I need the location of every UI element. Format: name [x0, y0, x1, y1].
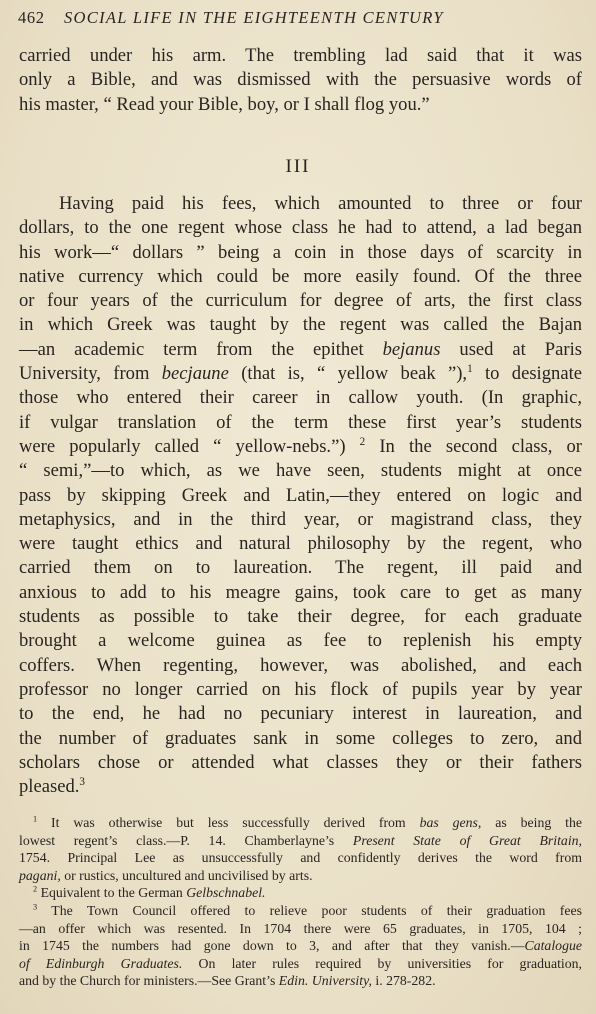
footnote-line: and by the Church for ministers.—See Grant’s Edin. University, i. 278-282. — [19, 973, 436, 989]
text-line: his work—“ dollars ” being a coin in those days of scarcity in — [19, 241, 582, 263]
section-heading: III — [285, 156, 311, 177]
text-line: pass by skipping Greek and Latin,—they entered on logic and — [19, 484, 582, 506]
text-line: if vulgar translation of the term these first year’s students — [19, 411, 582, 433]
text-line: carried under his arm. The trembling lad said that it was — [19, 45, 582, 66]
text-line: were taught ethics and natural philosophy by the regent, who — [19, 533, 582, 555]
text-line: carried them on to laureation. The regent, ill paid and — [19, 557, 582, 579]
footnote-3: $^3$ The Town Council offered to relieve poor students of their graduation fees — [33, 902, 582, 918]
text-line: students as possible to take their degree, for each graduate — [19, 606, 582, 628]
footnote-ref-2: 2 — [359, 435, 366, 448]
text-line: in which Greek was taught by the regent was called the Bajan — [19, 314, 582, 336]
text-line: were popularly called “ yellow-nebs.”) $^2$ In the second class, or — [19, 435, 582, 457]
footnote-line: in 1745 the numbers had gone down to 3, and after that they vanish.—Catalogue — [19, 938, 582, 954]
main-paragraph — [19, 192, 582, 799]
continuation-paragraph — [19, 44, 582, 117]
footnote-ref-3: 3 — [79, 775, 85, 788]
footnotes — [19, 814, 582, 990]
text-line: “ semi,”—to which, as we have seen, students might at once — [19, 460, 582, 482]
footnote-1: $^1$ It was otherwise but less successfully derived from bas gens, as being the — [33, 814, 583, 830]
text-line: only a Bible, and was dismissed with the persuasive words of — [19, 69, 582, 91]
text-line: Having paid his fees, which amounted to three or four — [59, 193, 582, 214]
text-line: University, from becjaune (that is, “ yellow beak ”),$^1$ to designate — [19, 362, 582, 385]
footnote-line: —an offer which was resented. In 1704 there were 65 graduates, in 1705, 104 ; — [19, 920, 582, 936]
text-line: anxious to add to his meagre gains, took care to get as many — [19, 581, 582, 603]
text-line: brought a welcome guinea as fee to replenish his empty — [19, 630, 582, 652]
text-line: pleased.$^3$ — [19, 775, 85, 798]
italic-term: becjaune — [161, 363, 229, 385]
footnote-line: of Edinburgh Graduates. On later rules required by universities for graduation, — [19, 955, 582, 971]
text-line: the number of graduates sank in some colleges to zero, and — [19, 727, 582, 749]
text-line: dollars, to the one regent whose class he had to attend, a lad began — [19, 217, 582, 239]
running-title: SOCIAL LIFE IN THE EIGHTEENTH CENTURY — [64, 8, 444, 27]
text-line: —an academic term from the epithet bejanus used at Paris — [19, 338, 582, 360]
footnote-line: pagani, or rustics, uncultured and uncivilised by arts. — [19, 867, 313, 883]
page-number: 462 — [18, 8, 45, 27]
text-line: scholars chose or attended what classes they or their fathers — [19, 751, 582, 773]
text-line: his master, “ Read your Bible, boy, or I shall flog you.” — [19, 93, 430, 115]
text-line: native currency which could be more easily found. Of the three — [19, 265, 582, 287]
italic-term: bejanus — [382, 338, 441, 360]
text-line: professor no longer carried on his flock of pupils year by year — [19, 678, 582, 700]
text-line: to the end, he had no pecuniary interest in laureation, and — [19, 703, 582, 725]
footnote-mark: 3 — [33, 902, 38, 912]
text-line: metaphysics, and in the third year, or magistrand class, they — [19, 508, 582, 530]
footnote-line: lowest regent’s class.—P. 14. Chamberlayne’s Present State of Great Britain, — [19, 832, 582, 848]
text-line: or four years of the curriculum for degree of arts, the first class — [19, 290, 582, 312]
footnote-line: 1754. Principal Lee as unsuccessfully and confidently derives the word from — [19, 850, 582, 866]
text-line: those who entered their career in callow youth. (In graphic, — [19, 387, 582, 409]
text-line: coffers. When regenting, however, was abolished, and each — [19, 654, 582, 676]
running-head — [18, 8, 582, 30]
footnote-2: $^2$ Equivalent to the German Gelbschnabel. — [33, 884, 266, 901]
footnote-mark: 2 — [33, 884, 38, 894]
footnote-mark: 1 — [33, 814, 38, 824]
footnote-ref-1: 1 — [467, 362, 473, 375]
